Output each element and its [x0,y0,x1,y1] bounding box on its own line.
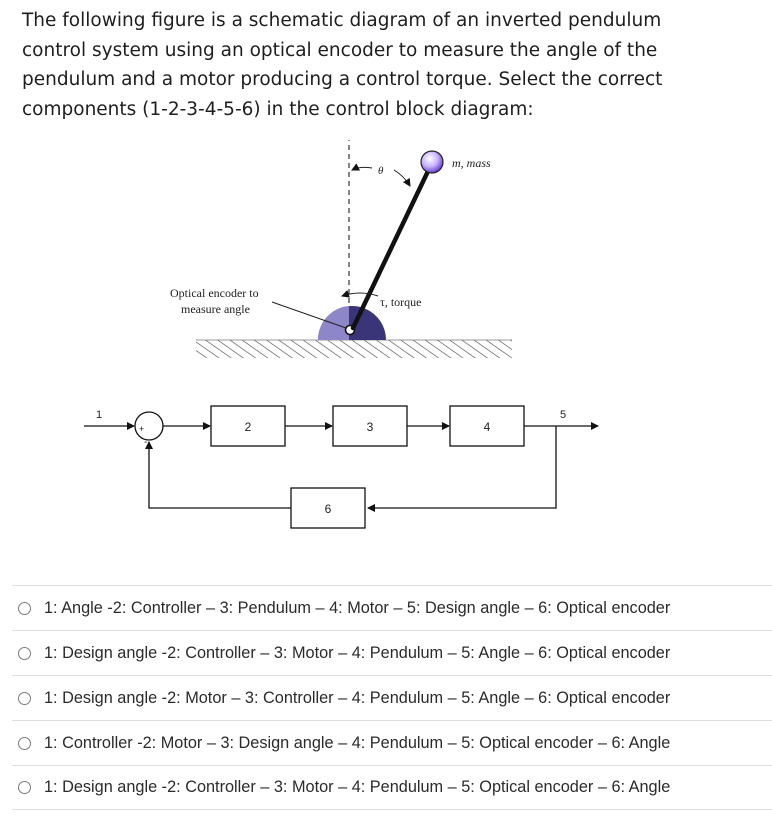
question-line: control system using an optical encoder to measure the angle of the [22,39,658,61]
theta-arc-right [394,170,410,186]
answer-options [12,585,772,810]
input-number: 1 [96,409,103,421]
pendulum-schematic [170,140,512,358]
answer-option[interactable] [12,585,772,630]
block-3-label: 3 [366,420,374,434]
radio-button[interactable] [18,737,31,750]
block-4-label: 4 [483,420,491,434]
radio-button[interactable] [18,602,31,615]
feedback-path-left [149,442,291,508]
block-6-label: 6 [324,502,332,516]
summing-minus-sign: - [144,437,148,448]
pendulum-figure [0,140,772,560]
question-line: pendulum and a motor producing a control torque. Select the correct [22,69,663,90]
radio-button[interactable] [18,692,31,705]
encoder-label-line2: measure angle [181,302,250,316]
block-diagram [84,406,598,528]
radio-button[interactable] [18,781,31,794]
answer-option-label: 1: Design angle -2: Motor – 3: Controller – 4: Pendulum – 5: Angle – 6: Optical encoder [44,688,671,707]
ground-hatch [196,340,512,358]
answer-option-label: 1: Design angle -2: Controller – 3: Motor – 4: Pendulum – 5: Optical encoder – 6: Angle [44,778,671,796]
torque-label: τ, torque [380,295,422,309]
question-line: The following figure is a schematic diagram of an inverted pendulum [22,10,662,31]
encoder-label-line1: Optical encoder to [170,286,259,300]
answer-option[interactable] [12,720,772,765]
radio-button[interactable] [18,647,31,660]
answer-option[interactable] [12,675,772,720]
motor-dome-left [318,306,349,340]
summing-plus-sign: + [139,424,145,434]
question-line: components (1-2-3-4-5-6) in the control block diagram: [22,98,534,120]
answer-option[interactable] [12,765,772,810]
output-number: 5 [560,409,567,421]
theta-label: θ [378,165,384,177]
theta-arc-left [352,167,372,170]
block-2-label: 2 [244,420,252,434]
mass-label: m, mass [452,156,491,170]
answer-option-label: 1: Controller -2: Motor – 3: Design angle – 4: Pendulum – 5: Optical encoder – 6: Angle [44,733,671,752]
answer-option-label: 1: Design angle -2: Controller – 3: Motor – 4: Pendulum – 5: Angle – 6: Optical encoder [44,643,671,662]
answer-option[interactable] [12,630,772,675]
answer-option-label: 1: Angle -2: Controller – 3: Pendulum – 4: Motor – 5: Design angle – 6: Optical encoder [44,598,671,617]
torque-arc [342,293,378,296]
question-text [22,6,762,124]
pendulum-mass [421,151,443,173]
